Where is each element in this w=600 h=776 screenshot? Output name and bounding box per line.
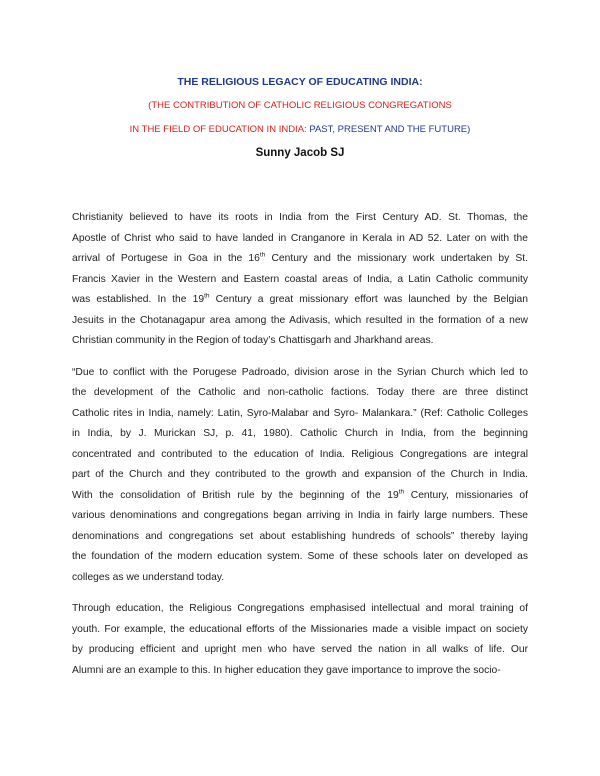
body-text bbox=[72, 208, 528, 681]
document-subtitle-line-1: (THE CONTRIBUTION OF CATHOLIC RELIGIOUS CONGREGATIONS bbox=[148, 100, 452, 111]
text-line: denominations and congregations set about establishing hundreds of schools” thereby laying bbox=[72, 530, 528, 542]
text-line: Jesuits in the Chotanagapur area among the Adivasis, which resulted in the formation of a new bbox=[72, 314, 528, 326]
text-run: Century and the missionary work undertaken by St. bbox=[265, 253, 528, 264]
text-line: in India, by J. Murickan SJ, p. 41, 1980). Catholic Church in India, from the beginning bbox=[72, 428, 528, 439]
text-run: With the consolidation of British rule by the beginning of the 19 bbox=[72, 489, 399, 501]
text-line: “Due to conflict with the Porugese Padroado, division arose in the Syrian Church which led to bbox=[72, 366, 528, 378]
superscript: th bbox=[398, 488, 405, 496]
text-line: by producing efficient and upright men who have served the nation in all walks of life. Our bbox=[72, 644, 528, 655]
superscript: th bbox=[259, 251, 266, 259]
text-line: colleges as we understand today. bbox=[72, 571, 225, 583]
title-block bbox=[0, 75, 600, 161]
text-line: Francis Xavier in the Western and Eastern coastal areas of India, a Latin Catholic community bbox=[72, 273, 528, 285]
text-line: the development of the Catholic and non-catholic factions. Today there are three distinct bbox=[72, 387, 528, 398]
text-line: Apostle of Christ who said to have landed in Cranganore in Kerala in AD 52. Later on with the bbox=[72, 232, 528, 244]
text-line bbox=[72, 249, 528, 270]
superscript: th bbox=[204, 292, 210, 300]
text-line: the foundation of the modern education system. Some of these schools later on developed as bbox=[72, 551, 528, 562]
text-line: various denominations and congregations began arriving in India in fairly large numbers. These bbox=[72, 510, 528, 521]
text-run: Century a great missionary effort was launched by the Belgian bbox=[209, 294, 528, 305]
text-run: arrival of Portugese in Goa in the 16 bbox=[72, 253, 260, 264]
paragraph-gap bbox=[72, 352, 528, 363]
text-line: concentrated and contributed to the education of India. Religious Congregations are integral bbox=[72, 448, 528, 460]
text-run: Century, missionaries of bbox=[404, 489, 528, 501]
document-author: Sunny Jacob SJ bbox=[255, 147, 345, 159]
text-run: was established. In the 19 bbox=[72, 294, 205, 305]
text-line: part of the Church and they contributed to the growth and expansion of the Church in India. bbox=[72, 469, 528, 480]
paragraph bbox=[72, 599, 528, 681]
document-subtitle-line-2 bbox=[0, 123, 600, 137]
subtitle-blue-part: PAST, PRESENT AND THE FUTURE) bbox=[309, 124, 471, 135]
paragraph bbox=[72, 208, 528, 352]
paragraph-gap bbox=[72, 588, 528, 599]
text-line bbox=[72, 486, 528, 507]
document-title: THE RELIGIOUS LEGACY OF EDUCATING INDIA: bbox=[177, 76, 423, 88]
paragraph bbox=[72, 363, 528, 589]
text-line: Through education, the Religious Congregations emphasised intellectual and moral training of bbox=[72, 603, 528, 614]
text-line: Catholic rites in India, namely: Latin, Syro-Malabar and Syro- Malankara.” (Ref: Catholic Colleges bbox=[72, 407, 528, 419]
text-line bbox=[72, 290, 528, 311]
text-line: Christianity believed to have its roots in India from the First Century AD. St. Thomas, the bbox=[72, 212, 528, 223]
subtitle-red-part: IN THE FIELD OF EDUCATION IN INDIA: bbox=[129, 124, 310, 135]
text-line: youth. For example, the educational efforts of the Missionaries made a visible impact on society bbox=[72, 623, 528, 635]
text-line: Alumni are an example to this. In higher education they gave importance to improve the socio- bbox=[72, 664, 501, 676]
text-line: Christian community in the Region of today’s Chattisgarh and Jharkhand areas. bbox=[72, 335, 434, 346]
